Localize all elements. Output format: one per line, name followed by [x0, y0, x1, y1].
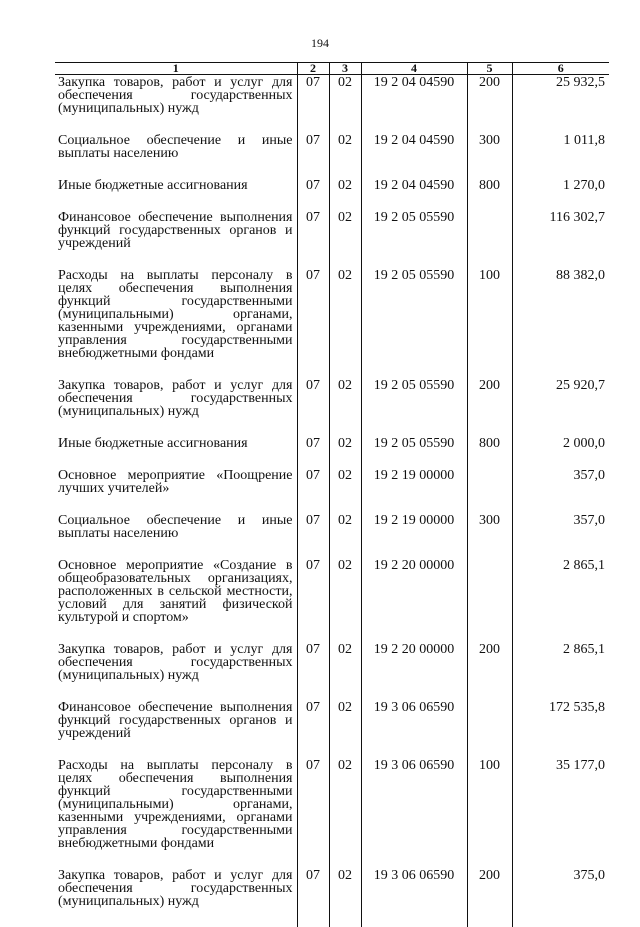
target-article-cell: 19 2 20 00000 [361, 559, 467, 643]
column-header: 3 [329, 63, 361, 75]
column-header: 6 [512, 63, 609, 75]
target-article-cell: 19 2 04 04590 [361, 75, 467, 135]
amount-cell: 375,0 [512, 869, 609, 927]
table-row [55, 469, 609, 514]
row-name-cell: Основное мероприятие «Создание в общеобразовательных организациях, расположенных в сельской местности, условий для занятий физической культурой и спортом» [55, 559, 297, 643]
target-article-cell: 19 2 05 05590 [361, 211, 467, 269]
target-article-cell: 19 3 06 06590 [361, 759, 467, 869]
row-name-cell: Социальное обеспечение и иные выплаты населению [55, 514, 297, 559]
table-row [55, 211, 609, 269]
row-name-cell: Финансовое обеспечение выполнения функций государственных органов и учреждений [55, 211, 297, 269]
expense-type-cell: 200 [467, 643, 512, 701]
subsection-cell: 02 [329, 269, 361, 379]
table-body [55, 75, 609, 927]
target-article-cell: 19 2 04 04590 [361, 134, 467, 179]
amount-cell: 88 382,0 [512, 269, 609, 379]
row-name-cell: Расходы на выплаты персоналу в целях обеспечения выполнения функций государственными (муниципальными) органами, казенными учреждениями, органами управления государственными внебюджетными фондами [55, 269, 297, 379]
section-cell: 07 [297, 701, 329, 759]
row-name-cell: Иные бюджетные ассигнования [55, 179, 297, 211]
section-cell: 07 [297, 759, 329, 869]
section-cell: 07 [297, 869, 329, 927]
subsection-cell: 02 [329, 759, 361, 869]
row-name-cell: Основное мероприятие «Поощрение лучших учителей» [55, 469, 297, 514]
expense-type-cell: 800 [467, 179, 512, 211]
row-name-cell: Социальное обеспечение и иные выплаты населению [55, 134, 297, 179]
expense-type-cell [467, 701, 512, 759]
amount-cell: 1 011,8 [512, 134, 609, 179]
column-header: 4 [361, 63, 467, 75]
target-article-cell: 19 2 05 05590 [361, 269, 467, 379]
expense-type-cell [467, 559, 512, 643]
subsection-cell: 02 [329, 211, 361, 269]
amount-cell: 172 535,8 [512, 701, 609, 759]
section-cell: 07 [297, 379, 329, 437]
row-name-cell: Иные бюджетные ассигнования [55, 437, 297, 469]
target-article-cell: 19 2 05 05590 [361, 379, 467, 437]
column-header: 2 [297, 63, 329, 75]
table-row [55, 701, 609, 759]
subsection-cell: 02 [329, 179, 361, 211]
subsection-cell: 02 [329, 437, 361, 469]
expense-type-cell: 200 [467, 379, 512, 437]
target-article-cell: 19 3 06 06590 [361, 701, 467, 759]
table-row [55, 559, 609, 643]
expense-type-cell: 200 [467, 75, 512, 135]
table-row [55, 643, 609, 701]
expense-type-cell: 800 [467, 437, 512, 469]
table-row [55, 514, 609, 559]
expense-type-cell: 300 [467, 134, 512, 179]
expense-type-cell [467, 469, 512, 514]
section-cell: 07 [297, 75, 329, 135]
section-cell: 07 [297, 134, 329, 179]
table-row [55, 759, 609, 869]
expense-type-cell: 300 [467, 514, 512, 559]
amount-cell: 2 865,1 [512, 559, 609, 643]
row-name-cell: Закупка товаров, работ и услуг для обеспечения государственных (муниципальных) нужд [55, 75, 297, 135]
column-header: 1 [55, 63, 297, 75]
amount-cell: 357,0 [512, 514, 609, 559]
row-name-cell: Закупка товаров, работ и услуг для обеспечения государственных (муниципальных) нужд [55, 869, 297, 927]
subsection-cell: 02 [329, 869, 361, 927]
expense-type-cell: 200 [467, 869, 512, 927]
expense-type-cell: 100 [467, 759, 512, 869]
table-row [55, 379, 609, 437]
subsection-cell: 02 [329, 469, 361, 514]
amount-cell: 116 302,7 [512, 211, 609, 269]
row-name-cell: Финансовое обеспечение выполнения функций государственных органов и учреждений [55, 701, 297, 759]
row-name-cell: Закупка товаров, работ и услуг для обеспечения государственных (муниципальных) нужд [55, 379, 297, 437]
section-cell: 07 [297, 514, 329, 559]
expense-type-cell [467, 211, 512, 269]
amount-cell: 2 000,0 [512, 437, 609, 469]
subsection-cell: 02 [329, 559, 361, 643]
target-article-cell: 19 3 06 06590 [361, 869, 467, 927]
subsection-cell: 02 [329, 514, 361, 559]
amount-cell: 2 865,1 [512, 643, 609, 701]
amount-cell: 25 932,5 [512, 75, 609, 135]
budget-table [55, 62, 609, 927]
section-cell: 07 [297, 179, 329, 211]
subsection-cell: 02 [329, 75, 361, 135]
section-cell: 07 [297, 559, 329, 643]
subsection-cell: 02 [329, 379, 361, 437]
subsection-cell: 02 [329, 134, 361, 179]
amount-cell: 35 177,0 [512, 759, 609, 869]
table-row [55, 869, 609, 927]
amount-cell: 1 270,0 [512, 179, 609, 211]
table-row [55, 75, 609, 135]
column-header: 5 [467, 63, 512, 75]
subsection-cell: 02 [329, 643, 361, 701]
section-cell: 07 [297, 437, 329, 469]
table-row [55, 437, 609, 469]
page-number: 194 [0, 36, 640, 51]
table-row [55, 269, 609, 379]
expense-type-cell: 100 [467, 269, 512, 379]
target-article-cell: 19 2 05 05590 [361, 437, 467, 469]
table-row [55, 179, 609, 211]
table-header-row [55, 63, 609, 75]
section-cell: 07 [297, 643, 329, 701]
amount-cell: 25 920,7 [512, 379, 609, 437]
target-article-cell: 19 2 20 00000 [361, 643, 467, 701]
amount-cell: 357,0 [512, 469, 609, 514]
section-cell: 07 [297, 469, 329, 514]
row-name-cell: Закупка товаров, работ и услуг для обеспечения государственных (муниципальных) нужд [55, 643, 297, 701]
subsection-cell: 02 [329, 701, 361, 759]
row-name-cell: Расходы на выплаты персоналу в целях обеспечения выполнения функций государственными (муниципальными) органами, казенными учреждениями, органами управления государственными внебюджетными фондами [55, 759, 297, 869]
table-row [55, 134, 609, 179]
section-cell: 07 [297, 269, 329, 379]
section-cell: 07 [297, 211, 329, 269]
target-article-cell: 19 2 04 04590 [361, 179, 467, 211]
target-article-cell: 19 2 19 00000 [361, 514, 467, 559]
target-article-cell: 19 2 19 00000 [361, 469, 467, 514]
